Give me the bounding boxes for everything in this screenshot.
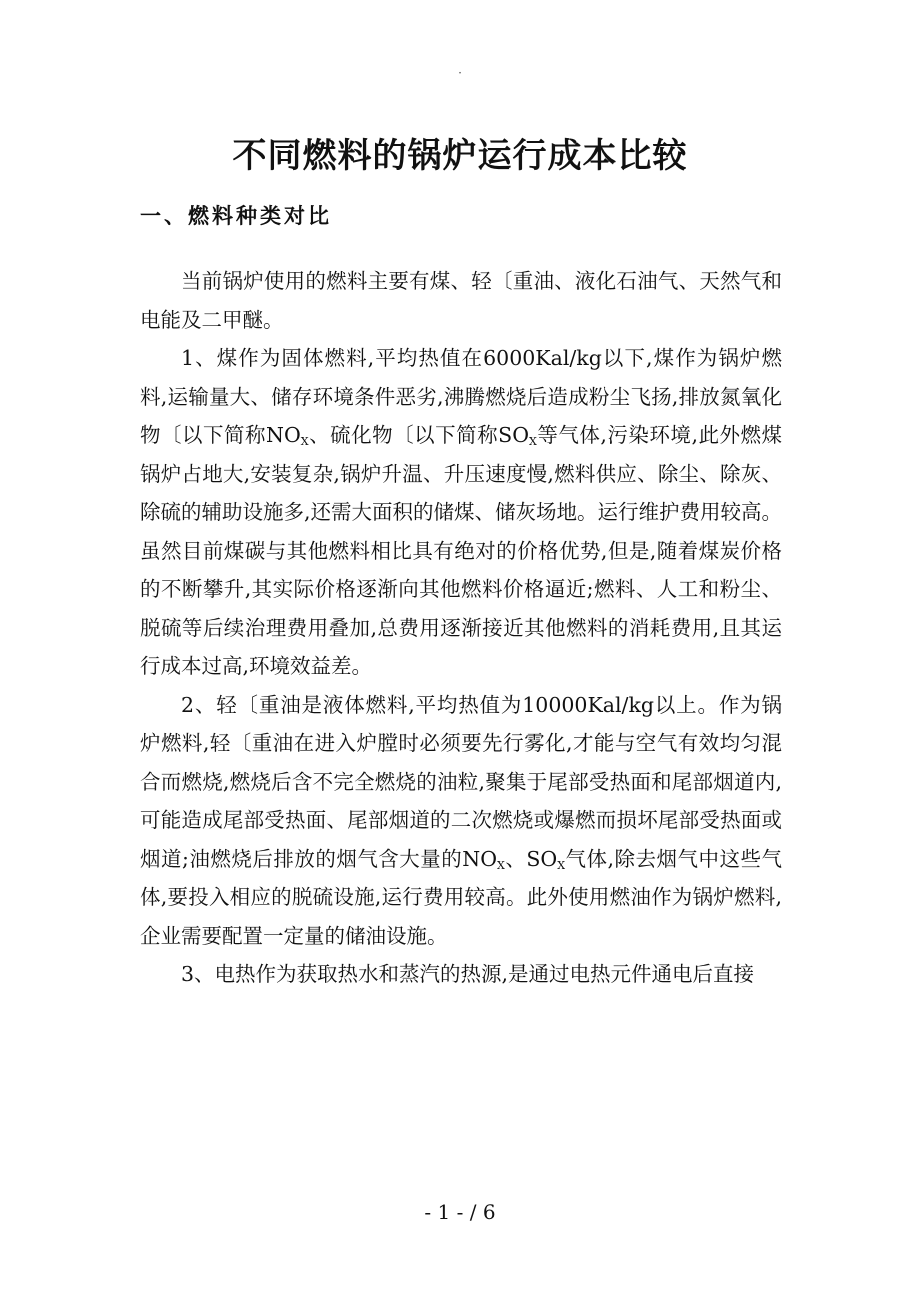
paragraph-intro: 当前锅炉使用的燃料主要有煤、轻〔重油、液化石油气、天然气和电能及二甲醚。 — [140, 269, 782, 332]
paragraph-coal-part-b: 、硫化物〔以下简称SO — [308, 423, 530, 447]
paragraph-electric: 3、电热作为获取热水和蒸汽的热源,是通过电热元件通电后直接 — [181, 962, 755, 986]
subscript-x: X — [557, 858, 566, 872]
paragraph-oil-part-a: 2、轻〔重油是液体燃料,平均热值为10000Kal/kg以上。作为锅炉燃料,轻〔重油在进入炉膛时必须要先行雾化,才能与空气有效均匀混合而燃烧,燃烧后含不完全燃烧的油粒,聚集于尾部受热面和尾部烟道内,可能造成尾部受热面、尾部烟道的二次燃烧或爆燃而损坏尾部受热面或烟道;油燃烧后排放的烟气含大量的NO — [140, 692, 782, 871]
paragraph-coal-part-a: 1、煤作为固体燃料,平均热值在6000Kal/kg以下,煤作为锅炉燃料,运输量大、储存环境条件恶劣,沸腾燃烧后造成粉尘飞扬,排放氮氧化物〔以下简称NO — [140, 346, 782, 447]
paragraph-oil — [140, 686, 782, 956]
subscript-x: X — [497, 858, 505, 872]
paragraph-oil-part-b: 、SO — [504, 846, 558, 871]
paragraph-coal-part-c: 等气体,污染环境,此外燃煤锅炉占地大,安装复杂,锅炉升温、升压速度慢,燃料供应、除尘、除灰、除硫的辅助设施多,还需大面积的储煤、储灰场地。运行维护费用较高。虽然目前煤碳与其他燃料相比具有绝对的价格优势,但是,随着煤炭价格的不断攀升,其实际价格逐渐向其他燃料价格逼近;燃料、人工和粉尘、脱硫等后续治理费用叠加,总费用逐渐接近其他燃料的消耗费用,且其运行成本过高,环境效益差。 — [140, 423, 783, 678]
paragraph-coal — [140, 339, 782, 686]
page-number: - 1 - / 6 — [424, 1200, 496, 1224]
section-heading: 一、燃料种类对比 — [140, 204, 332, 228]
body-text — [140, 262, 782, 994]
subscript-x: X — [300, 435, 309, 448]
document-title: 不同燃料的锅炉运行成本比较 — [232, 136, 688, 176]
paragraph-oil-part-c: 气体,除去烟气中这些气体,要投入相应的脱硫设施,运行费用较高。此外使用燃油作为锅炉燃料,企业需要配置一定量的储油设施。 — [140, 846, 782, 948]
subscript-x: X — [529, 435, 537, 448]
header-mark: · — [458, 66, 462, 80]
